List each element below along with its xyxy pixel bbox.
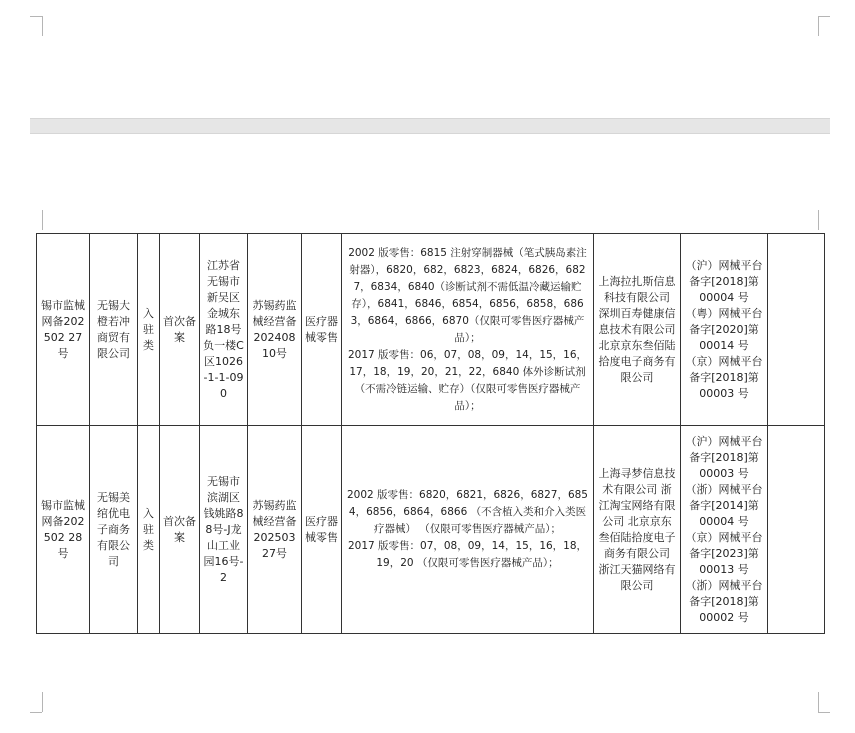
business-scope-cell [342, 426, 594, 634]
address-cell: 江苏省无锡市新吴区金城东路18号负一楼C区1026-1-1-090 [200, 234, 248, 426]
crop-mark-page2-right [818, 210, 819, 230]
type-cell: 入驻类 [138, 234, 160, 426]
remark-cell [768, 234, 825, 426]
license-number-cell: 苏锡药监械经营备20250327号 [248, 426, 302, 634]
record-number-cell: 锡市监械网备202502 27号 [37, 234, 90, 426]
platform-records-cell: （沪）网械平台备字[2018]第 00003 号 （浙）网械平台备字[2014]第 00004 号 （京）网械平台备字[2023]第 00013 号 （浙）网械平台备字[2018]第 00002 号 [681, 426, 768, 634]
company-name-cell: 无锡大橙若冲商贸有限公司 [90, 234, 138, 426]
business-category-cell: 医疗器械零售 [302, 426, 342, 634]
platform-names-cell: 上海拉扎斯信息科技有限公司 深圳百寿健康信息技术有限公司 北京京东叁佰陆拾度电子商务有限公司 [594, 234, 681, 426]
scope-2017-text: 2017 版零售：07，08，09，14，15，16，18，19，20 （仅限可零售医疗器械产品）； [347, 540, 588, 569]
filing-type-cell: 首次备案 [160, 426, 200, 634]
scope-2017-text: 2017 版零售：06，07，08，09，14，15，16，17，18，19，20，21，22，6840 体外诊断试剂（不需冷链运输、贮存）（仅限可零售医疗器械产品）； [347, 348, 588, 412]
type-cell: 入驻类 [138, 426, 160, 634]
license-number-cell: 苏锡药监械经营备20240810号 [248, 234, 302, 426]
address-cell: 无锡市滨湖区钱姚路88号-J龙山工业园16号-2 [200, 426, 248, 634]
business-category-cell: 医疗器械零售 [302, 234, 342, 426]
remark-cell [768, 426, 825, 634]
platform-names-cell: 上海寻梦信息技术有限公司 浙江淘宝网络有限公司 北京京东叁佰陆拾度电子商务有限公司 浙江天猫网络有限公司 [594, 426, 681, 634]
table-row [37, 234, 825, 426]
business-scope-cell [342, 234, 594, 426]
scope-2002-text: 2002 版零售：6815 注射穿制器械（笔式胰岛素注射器），6820，682，6823，6824，6826，6827，6834，6840（诊断试剂不需低温冷藏运输贮存），6841，6846，6854，6856，6858，6863，6864，6866，6870（仅限可零售医疗器械产品）； [348, 246, 587, 344]
scope-2002-text: 2002 版零售：6820，6821，6826，6827，6854，6856，6864，6866 （不含植入类和介入类医疗器械） （仅限可零售医疗器械产品）； [347, 489, 588, 535]
page-separator [30, 118, 830, 134]
record-number-cell: 锡市监械网备202502 28号 [37, 426, 90, 634]
platform-records-cell: （沪）网械平台备字[2018]第 00004 号 （粤）网械平台备字[2020]第 00014 号 （京）网械平台备字[2018]第 00003 号 [681, 234, 768, 426]
filing-type-cell: 首次备案 [160, 234, 200, 426]
crop-mark-page2-left [42, 210, 43, 230]
company-name-cell: 无锡美绾优电子商务有限公司 [90, 426, 138, 634]
table-row [37, 426, 825, 634]
registration-table [36, 233, 825, 634]
